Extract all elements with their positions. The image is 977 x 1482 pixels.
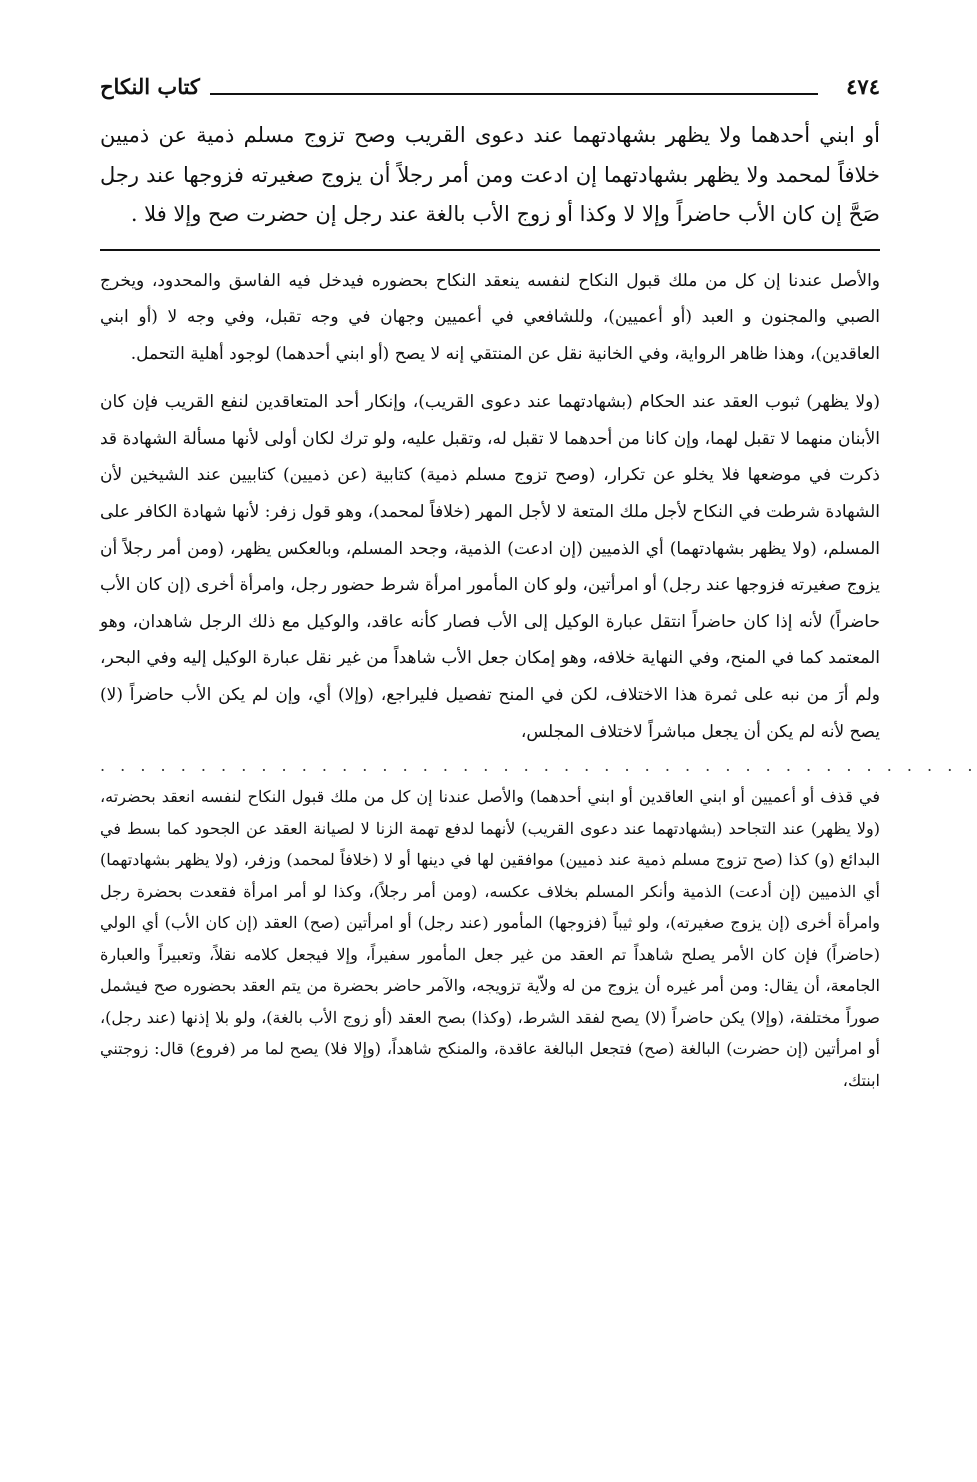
page-number: ٤٧٤: [846, 74, 880, 99]
page-header: [100, 74, 880, 108]
main-text-section: [100, 116, 880, 235]
secondary-commentary-text: في قذف أو أعميين أو ابني العاقدين أو ابني أحدهما) والأصل عندنا إن كل من ملك قبول النكاح لنفسه انعقد بحضرته، (ولا يظهر) عند التجاحد (بشهادتهما عند دعوى القريب) لأنهما لدفع تهمة الزنا لا لصيانة العقد عن الجحود كما بسط في البدائع (و) كذا (صح تزوج مسلم ذمية عند ذميين) موافقين لها في دينها أو لا (خلافاً لمحمد) وزفر، (ولا يظهر بشهادتهما) أي الذميين (إن أدعت) الذمية وأنكر المسلم بخلاف عكسه، (ومن أمر رجلاً)، وكذا لو أمر امرأة فقعدت بحضرة رجل وامرأة أخرى (إن يزوج صغيرته)، ولو ثيباً (فزوجها) المأمور (عند رجل) أو امرأتين (صح) العقد (إن كان الأب) أي الولي (حاضراً) فإن كان الأمر يصلح شاهداً تم العقد من غير جعل المأمور سفيراً، وإلا فيجعل كلامه نقلاً، وتعبيراً والعبارة الجامعة، أن يقال: ومن أمر غيره أن يزوج من له ولاّية تزويجه، والآمر حاضر بحضرة من يتم العقد بحضوره صح فيشمل صوراً مختلفة، (وإلا) يكن حاضراً (لا) يصح لفقد الشرط، (وكذا) بصح العقد (أو زوج الأب بالغة)، ولو بلا إذنها (عند رجل)، أو امرأتين (إن حضرت) البالغة (صح) فتجعل البالغة عاقدة، والمنكح شاهداً، (وإلا فلا) يصح لما مر (فروع) قال: زوجتني ابنتك،: [100, 787, 881, 1090]
commentary-paragraph-2: (ولا يظهر) ثبوب العقد عند الحكام (بشهادتهما عند دعوى القريب)، وإنكار أحد المتعاقدين لنفع القريب فإن كان الأبنان منهما لا تقبل لهما، وإن كانا من أحدهما لا تقبل له، وتقبل عليه، ولو ترك لكان أولى لأنها مسألة الشهادة قد ذكرت في موضعها فلا يخلو عن تكرار، (وصح تزوج مسلم ذمية) كتابية (عن ذميين) كتابيين عند الشيخين لأن الشهادة شرطت في النكاح لأجل ملك المتعة لا لأجل المهر (خلافاً لمحمد)، وهو قول زفر: لأنها شهادة الكافر على المسلم، (ولا يظهر بشهادتهما) أي الذميين (إن ادعت) الذمية، وجحد المسلم، وبالعكس يظهر، (ومن أمر رجلاً أن يزوج صغيرته فزوجها عند رجل) أو امرأتين، ولو كان المأمور امرأة شرط حضور رجل، وامرأة أخرى (إن كان الأب حاضراً) لأنه إذا كان حاضراً انتقل عبارة الوكيل إلى الأب فصار كأنه عاقد، والوكيل مع ذلك الرجل شاهدان، وهو المعتمد كما في المنح، وفي النهاية خلافه، وهو إمكان جعل الأب شاهداً من غير نقل عبارة الوكيل إليه وفي البحر، ولم أرَ من نبه على ثمرة هذا الاختلاف، لكن في المنح تفصيل فليراجع، (وإلا) أي، وإن لم يكن الأب حاضراً (لا) يصح لأنه لم يكن أن يجعل مباشراً لاختلاف المجلس،: [100, 392, 880, 742]
header-rule: [210, 93, 818, 95]
main-text: أو ابني أحدهما ولا يظهر بشهادتهما عند دعوى القريب وصح تزوج مسلم ذمية عن ذميين خلافاً لمحمد ولا يظهر بشهادتهما إن ادعت ومن أمر رجلاً أن يزوج صغيرته فزوجها عند رجل صَحَّ إن كان الأب حاضراً وإلا لا وكذا أو زوج الأب بالغة عند رجل إن حضرت صح وإلا فلا .: [100, 123, 880, 226]
main-divider: [100, 249, 880, 251]
book-title: كتاب النكاح: [100, 74, 200, 99]
secondary-commentary-section: [100, 781, 880, 1096]
book-page: [100, 74, 977, 1096]
commentary-section: [100, 263, 880, 751]
dotted-separator: . . . . . . . . . . . . . . . . . . . . . . . . . . . . . . . . . . . . . . . . . . . .: [100, 756, 977, 776]
commentary-paragraph-1: والأصل عندنا إن كل من ملك قبول النكاح لنفسه ينعقد النكاح بحضوره فيدخل فيه الفاسق والمحدود، ويخرج الصبي والمجنون و العبد (أو أعميين)، وللشافعي في أعميين وجهان في وجه تقبل، وفي وجه لا (أو ابني العاقدين)، وهذا ظاهر الرواية، وفي الخانية نقل عن المنتقي إنه لا يصح (أو ابني أحدهما) لوجود أهلية التحمل.: [100, 270, 880, 364]
